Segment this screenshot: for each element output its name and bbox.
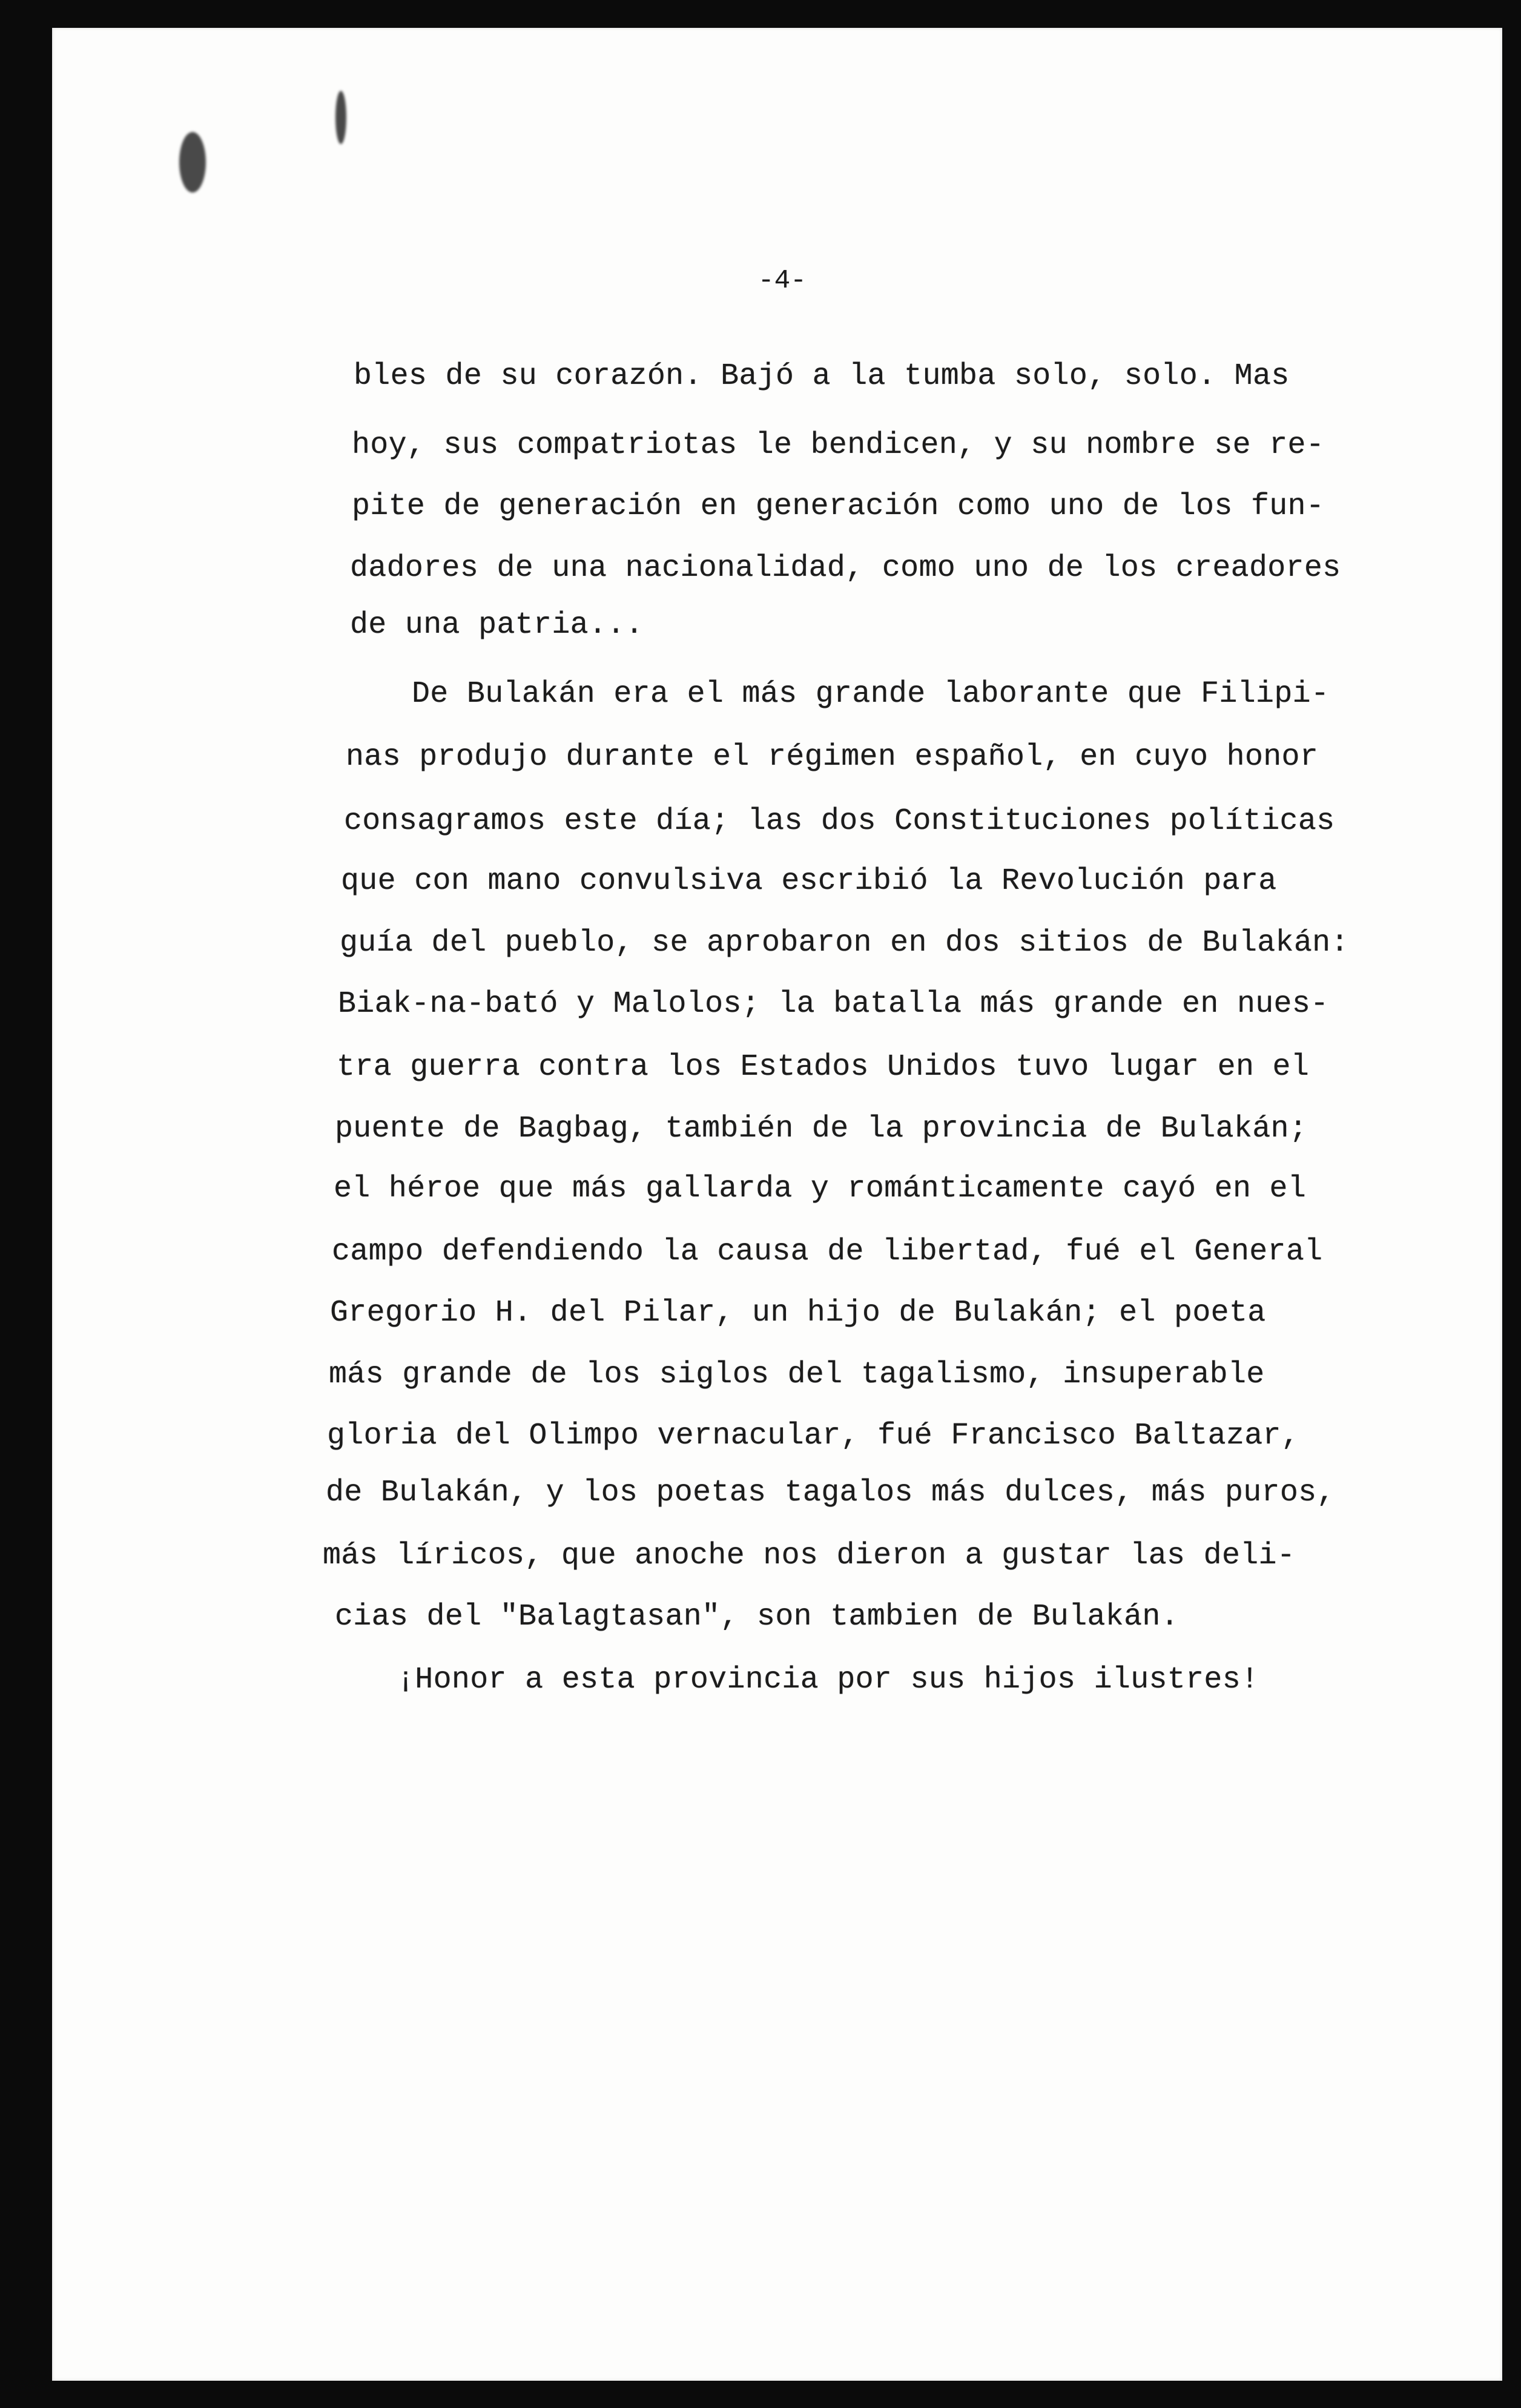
- page-number: -4-: [758, 266, 807, 296]
- text-line: más líricos, que anoche nos dieron a gustar las deli-: [323, 1539, 1296, 1573]
- text-line: campo defendiendo la causa de libertad, fué el General: [332, 1235, 1323, 1269]
- text-line: De Bulakán era el más grande laborante que Filipi-: [412, 677, 1330, 711]
- text-line: dadores de una nacionalidad, como uno de los creadores: [350, 551, 1341, 586]
- text-line: pite de generación en generación como uno de los fun-: [352, 489, 1325, 524]
- text-line: de una patria...: [350, 608, 644, 642]
- text-line: que con mano convulsiva escribió la Revolución para: [341, 864, 1277, 899]
- text-line: gloria del Olimpo vernacular, fué Francisco Baltazar,: [327, 1419, 1300, 1453]
- text-line: bles de su corazón. Bajó a la tumba solo, solo. Mas: [354, 359, 1290, 394]
- text-line: más grande de los siglos del tagalismo, insuperable: [329, 1357, 1265, 1392]
- punch-hole-mark: [335, 91, 346, 144]
- punch-hole-mark: [179, 132, 206, 193]
- text-line: cias del "Balagtasan", son tambien de Bulakán.: [335, 1600, 1180, 1634]
- text-line: guía del pueblo, se aprobaron en dos sitios de Bulakán:: [340, 926, 1349, 960]
- text-line: hoy, sus compatriotas le bendicen, y su nombre se re-: [352, 428, 1325, 463]
- text-line: Gregorio H. del Pilar, un hijo de Bulakán; el poeta: [330, 1296, 1266, 1330]
- text-line: el héroe que más gallarda y románticamente cayó en el: [334, 1172, 1307, 1206]
- text-line: Biak-na-bató y Malolos; la batalla más grande en nues-: [338, 987, 1329, 1021]
- text-line: nas produjo durante el régimen español, en cuyo honor: [346, 740, 1319, 774]
- text-line: tra guerra contra los Estados Unidos tuvo lugar en el: [337, 1050, 1310, 1084]
- text-line: ¡Honor a esta provincia por sus hijos ilustres!: [397, 1663, 1259, 1697]
- text-line: puente de Bagbag, también de la provincia de Bulakán;: [335, 1112, 1308, 1146]
- text-line: de Bulakán, y los poetas tagalos más dulces, más puros,: [326, 1476, 1335, 1510]
- text-line: consagramos este día; las dos Constituciones políticas: [344, 804, 1335, 839]
